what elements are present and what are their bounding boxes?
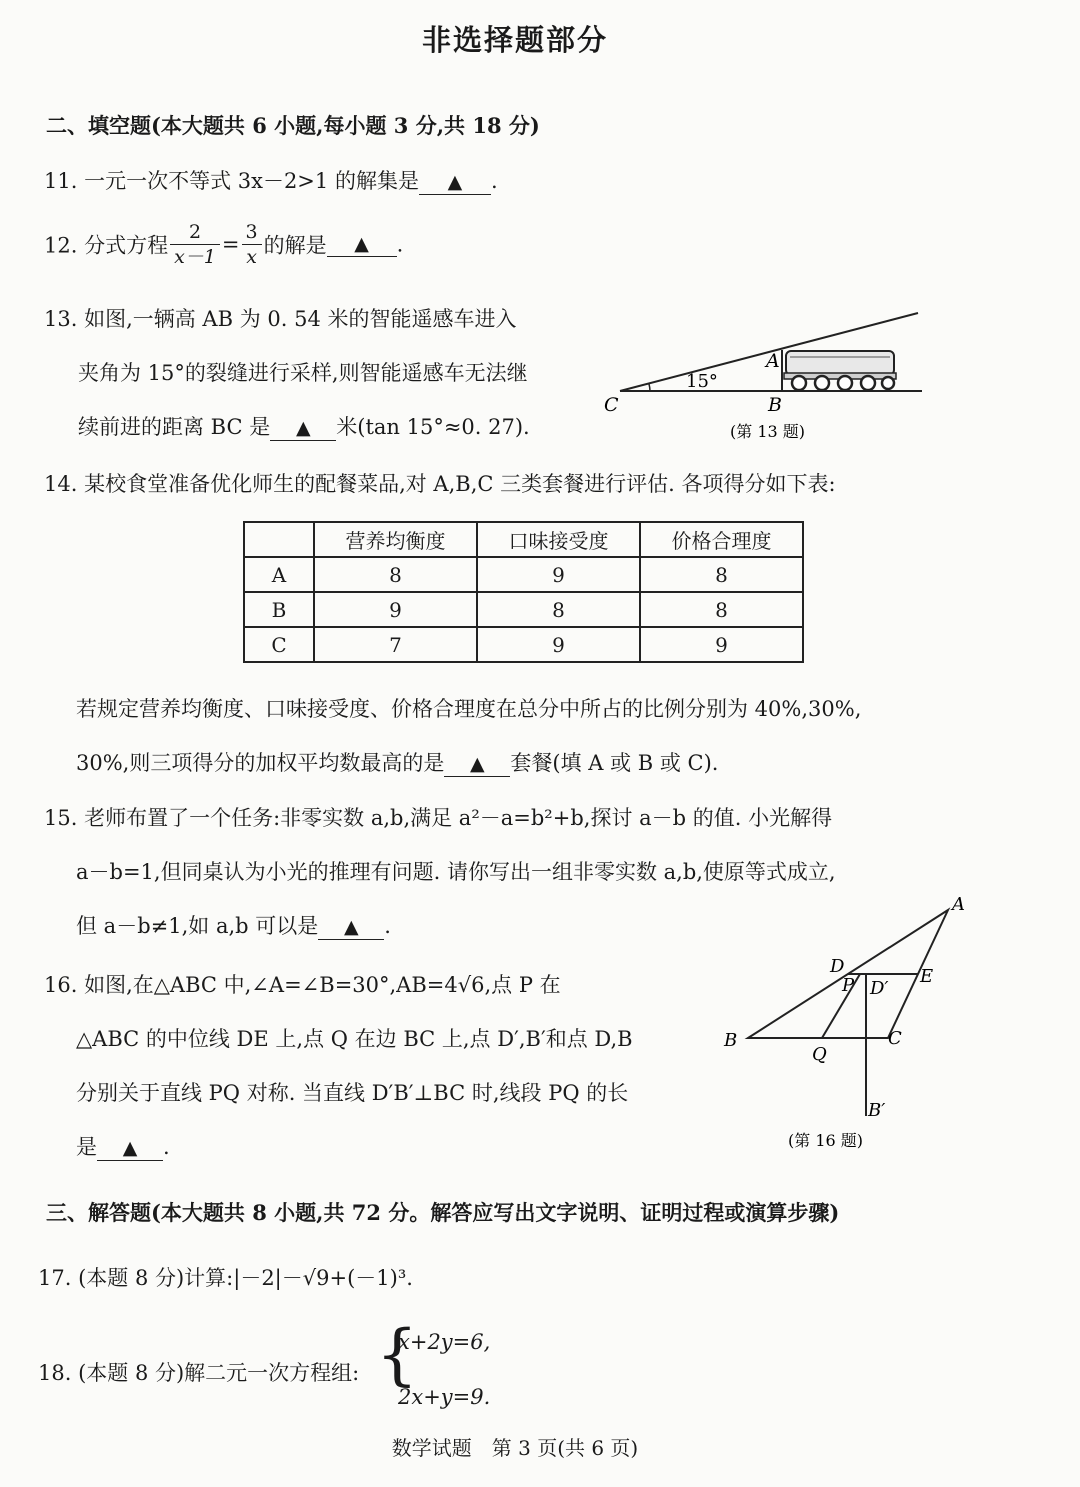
q13-line-1: 13. 如图,一辆高 AB 为 0. 54 米的智能遥感车进入: [44, 307, 517, 331]
label-C: C: [604, 394, 619, 416]
label-D: D: [830, 956, 845, 977]
angle-arc: [649, 384, 650, 391]
label-D-prime: D′: [870, 978, 889, 999]
table-cell: 7: [314, 627, 477, 662]
q18-equation-2: 2x+y=9.: [398, 1385, 491, 1409]
q14-text: 30%,则三项得分的加权平均数最高的是: [76, 751, 445, 775]
q12-fraction-right: [242, 220, 262, 269]
vehicle-icon: [784, 351, 896, 390]
q15-line-2: a－b=1,但同桌认为小光的推理有问题. 请你写出一组非零实数 a,b,使原等式成立,: [76, 860, 836, 884]
fraction-numerator: 3: [242, 220, 262, 245]
label-A: A: [952, 894, 965, 915]
blank-triangle-icon: ▲: [343, 916, 359, 938]
q13-figure: [600, 305, 930, 455]
q16-figure: [720, 890, 980, 1160]
q14-text-post: 套餐(填 A 或 B 或 C).: [510, 751, 719, 775]
table-cell: C: [244, 627, 314, 662]
q13-text: 续前进的距离 BC 是: [78, 415, 271, 439]
blank-triangle-icon: ▲: [122, 1137, 138, 1159]
fraction-denominator: x: [246, 246, 257, 268]
equation-system-brace: {: [376, 1316, 418, 1393]
table-cell: 9: [314, 592, 477, 627]
q16-line-3: 分别关于直线 PQ 对称. 当直线 D′B′⊥BC 时,线段 PQ 的长: [76, 1081, 629, 1105]
question-11: [44, 165, 498, 195]
table-cell: 8: [314, 557, 477, 592]
label-B-prime: B′: [868, 1100, 886, 1121]
section-2-heading: 二、填空题(本大题共 6 小题,每小题 3 分,共 18 分): [46, 113, 540, 138]
q14-intro: 14. 某校食堂准备优化师生的配餐菜品,对 A,B,C 三类套餐进行评估. 各项得分如下表:: [44, 472, 836, 496]
angle-label: 15°: [686, 371, 718, 392]
page-title: 非选择题部分: [421, 23, 608, 57]
table-header-cell: 营养均衡度: [314, 522, 477, 557]
q13-text-post: 米(tan 15°≈0. 27).: [336, 415, 530, 439]
label-C: C: [888, 1028, 902, 1049]
table-cell: 9: [477, 557, 640, 592]
table-header-cell: 口味接受度: [477, 522, 640, 557]
table-cell: B: [244, 592, 314, 627]
q11-text: 11. 一元一次不等式 3x－2>1 的解集是: [44, 169, 419, 193]
q16-period: .: [163, 1135, 170, 1159]
label-B: B: [724, 1030, 738, 1051]
q12-answer-blank: [327, 233, 397, 257]
table-header-row: [244, 522, 803, 557]
table-cell: 9: [477, 627, 640, 662]
q14-after-line-1: 若规定营养均衡度、口味接受度、价格合理度在总分中所占的比例分别为 40%,30%,: [76, 697, 862, 721]
q14-after-line-2: [76, 747, 718, 777]
blank-triangle-icon: ▲: [295, 417, 311, 439]
q16-line-2: △ABC 的中位线 DE 上,点 Q 在边 BC 上,点 D′,B′和点 D,B: [76, 1027, 633, 1051]
label-Q: Q: [812, 1044, 827, 1065]
q15-line-3: [76, 910, 391, 940]
q13-answer-blank: [270, 417, 336, 441]
page-footer: 数学试题 第 3 页(共 6 页): [391, 1436, 639, 1460]
q15-answer-blank: [318, 916, 384, 940]
fraction-denominator: x－1: [174, 246, 216, 268]
question-17: 17. (本题 8 分)计算:|－2|－√9+(－1)³.: [38, 1266, 413, 1290]
q16-line-1: 16. 如图,在△ABC 中,∠A=∠B=30°,AB=4√6,点 P 在: [44, 973, 561, 997]
table-cell: 8: [640, 592, 803, 627]
q14-answer-blank: [444, 753, 510, 777]
label-A: A: [766, 350, 780, 372]
q11-period: .: [490, 169, 498, 193]
blank-triangle-icon: ▲: [447, 171, 463, 193]
section-3-heading: 三、解答题(本大题共 8 小题,共 72 分。解答应写出文字说明、证明过程或演算步骤): [46, 1200, 840, 1225]
q13-line-2: 夹角为 15°的裂缝进行采样,则智能遥感车无法继: [78, 361, 528, 385]
figure-13-caption: (第 13 题): [730, 422, 806, 441]
question-18-text: 18. (本题 8 分)解二元一次方程组:: [38, 1361, 360, 1385]
table-cell: 8: [477, 592, 640, 627]
table-header-cell: [244, 522, 314, 557]
q12-text-mid: 的解是: [263, 233, 327, 258]
q11-answer-blank: [419, 171, 491, 195]
question-12: [44, 220, 403, 269]
label-B: B: [768, 394, 782, 416]
equals-sign: =: [221, 232, 240, 257]
figure-16-caption: (第 16 题): [788, 1131, 864, 1150]
table-cell: A: [244, 557, 314, 592]
fraction-numerator: 2: [170, 220, 220, 245]
q18-equation-1: x+2y=6,: [398, 1330, 491, 1354]
q15-period: .: [384, 914, 391, 938]
table-row: [244, 557, 803, 592]
q12-text: 12. 分式方程: [44, 233, 169, 258]
blank-triangle-icon: ▲: [354, 232, 369, 255]
table-row: [244, 627, 803, 662]
segment-PQ: [822, 974, 860, 1038]
q16-answer-blank: [97, 1137, 163, 1161]
q12-period: .: [396, 232, 404, 257]
q16-line-4: [76, 1131, 170, 1161]
table-header-cell: 价格合理度: [640, 522, 803, 557]
label-E: E: [920, 966, 934, 987]
table-cell: 9: [640, 627, 803, 662]
table-cell: 8: [640, 557, 803, 592]
q15-line-1: 15. 老师布置了一个任务:非零实数 a,b,满足 a²－a=b²+b,探讨 a－b 的值. 小光解得: [44, 806, 833, 830]
table-row: [244, 592, 803, 627]
score-table: [243, 521, 804, 663]
label-P: P: [842, 975, 855, 996]
q15-text: 但 a－b≠1,如 a,b 可以是: [76, 914, 319, 938]
q13-line-3: [78, 411, 530, 441]
q16-text: 是: [76, 1135, 97, 1159]
blank-triangle-icon: ▲: [470, 753, 485, 775]
q12-fraction-left: [170, 220, 220, 269]
